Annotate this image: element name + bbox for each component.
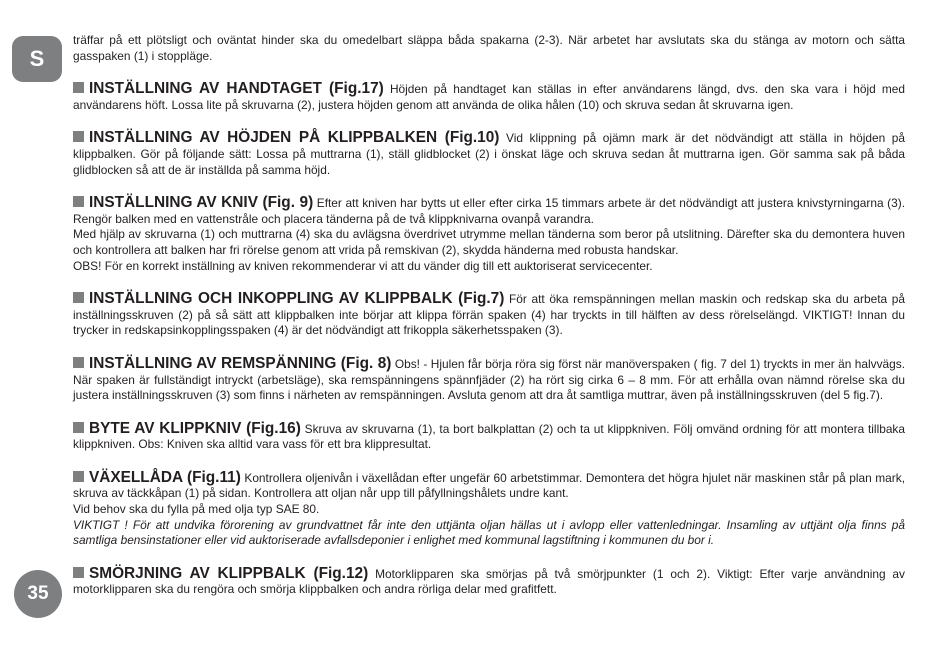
environment-warning: VIKTIGT ! För att undvika förorening av grundvattnet får inte den uttjänta oljan hällas ut i avlopp eller vattenledningar. Insamling av uttjänt olja finns på samtliga bensinstationer eller vid auktoriserade avfallsdeponier i enlighet med kommunal lagstiftning i kommunen du bor i.	[73, 517, 905, 548]
section-paragraph: Med hjälp av skruvarna (1) och muttrarna (4) ska du avlägsna överdrivet utrymme mellan tänderna som beror på utslitning. Därefter ska du demontera huven och kontrollera att balken har fri rörelse genom att vrida på remskivan (2), skydda händerna med robusta handskar.	[73, 227, 905, 257]
page-number: 35	[14, 570, 62, 618]
section-heading: INSTÄLLNING OCH INKOPPLING AV KLIPPBALK (Fig.7)	[89, 290, 505, 308]
bullet-square	[73, 292, 84, 303]
section-body: Höjden på handtaget kan ställas in efter användarens längd, dvs. den ska vara i höjd med användarens höft. Lossa lite på skruvarna (2), justera höjden genom att använda de olika hålen (10) och skruva sedan åt skruvarna igen.	[73, 82, 906, 112]
section-cutter-bar-engagement	[73, 291, 905, 339]
section-body: Vid klippning på ojämn mark är det nödvändigt att ställa in höjden på klippbalken. Gör på följande sätt: Lossa på muttrarna (1), ställ glidblocket (2) i önskat läge och skruva sedan åt muttrarna igen. Gör samma sak på båda glidblocken så att de är inställda på samma höjd.	[73, 131, 905, 177]
section-knife	[73, 195, 905, 274]
section-gearbox	[73, 470, 905, 549]
section-heading: INSTÄLLNING AV HANDTAGET (Fig.17)	[89, 80, 384, 98]
manual-content	[73, 33, 905, 598]
section-heading: VÄXELLÅDA (Fig.11)	[89, 468, 241, 486]
section-body: För att öka remspänningen mellan maskin och redskap ska du arbeta på inställningsskruven (2) på så sätt att klippbalken inte börjar att klippa förrän spaken (4) har tryckts in till hälften av dess rörelselängd. VIKTIGT! Innan du trycker in redskapsinkopplingsspaken (4) är det nödvändigt att frikoppla säkerhetsspaken (3).	[73, 292, 906, 338]
bullet-square	[73, 357, 84, 368]
intro-paragraph: träffar på ett plötsligt och oväntat hinder ska du omedelbart släppa båda spakarna (2-3). När arbetet har avslutats ska du stänga av motorn och sätta gasspaken (1) i stoppläge.	[73, 33, 905, 63]
section-heading: SMÖRJNING AV KLIPPBALK (Fig.12)	[89, 564, 369, 582]
bullet-square	[73, 471, 84, 482]
section-belt-tension	[73, 356, 905, 404]
section-handle	[73, 81, 905, 113]
bullet-square	[73, 422, 84, 433]
section-lubrication	[73, 566, 905, 598]
section-heading: INSTÄLLNING AV KNIV (Fig. 9)	[89, 194, 314, 212]
bullet-square	[73, 567, 84, 578]
section-body: Skruva av skruvarna (1), ta bort balkplattan (2) och ta ut klippkniven. Följ omvänd ordning för att montera tillbaka klippkniven. Obs: Kniven ska alltid vara vass för ett bra klippresultat.	[73, 421, 905, 452]
language-tab: S	[12, 36, 62, 82]
section-body: Kontrollera oljenivån i växellådan efter ungefär 60 arbetstimmar. Demontera det högra hjulet när maskinen står på plan mark, skruva av täckkåpan (1) på sidan. Kontrollera att oljan når upp till påfyllningshålets undre kant.	[73, 470, 906, 501]
section-paragraph: Vid behov ska du fylla på med olja typ SAE 80.	[73, 502, 320, 517]
bullet-square	[73, 131, 84, 142]
section-heading: INSTÄLLNING AV REMSPÄNNING (Fig. 8)	[89, 354, 392, 372]
section-body: Obs! - Hjulen får börja röra sig först när manöverspaken ( fig. 7 del 1) tryckts in mer än halvvägs. När spaken är fullständigt intryckt (arbetsläge), ska remspänningens spännfjäder (2) ha rört sig cirka 6 – 8 mm. För att erhålla ovan nämnd rörelse ska du justera inställningsskruven (3) som finns i närheten av remspänningen. Avsluta genom att dra åt samtliga muttrar, även på inställningsskruven (del 5 fig.7).	[73, 356, 905, 403]
bullet-square	[73, 82, 84, 93]
bullet-square	[73, 196, 84, 207]
section-knife-replacement	[73, 421, 905, 453]
section-heading: BYTE AV KLIPPKNIV (Fig.16)	[89, 419, 301, 437]
section-cutter-bar-height	[73, 130, 905, 178]
section-body: Efter att kniven har bytts ut eller efter cirka 15 timmars arbete är det nödvändigt att justera knivstyrningarna (3). Rengör balken med en vattenstråle och placera tänderna på de två klippknivarna ovanpå varandra.	[73, 196, 905, 226]
section-heading: INSTÄLLNING AV HÖJDEN PÅ KLIPPBALKEN (Fig.10)	[89, 129, 500, 147]
section-paragraph: OBS! För en korrekt inställning av kniven rekommenderar vi att du vänder dig till ett auktoriserat servicecenter.	[73, 258, 653, 273]
section-body: Motorklipparen ska smörjas på två smörjpunkter (1 och 2). Viktigt: Efter varje användning av motorklipparen ska du rengöra och smörja klippbalken och andra rörliga delar med grafitfett.	[73, 566, 905, 597]
